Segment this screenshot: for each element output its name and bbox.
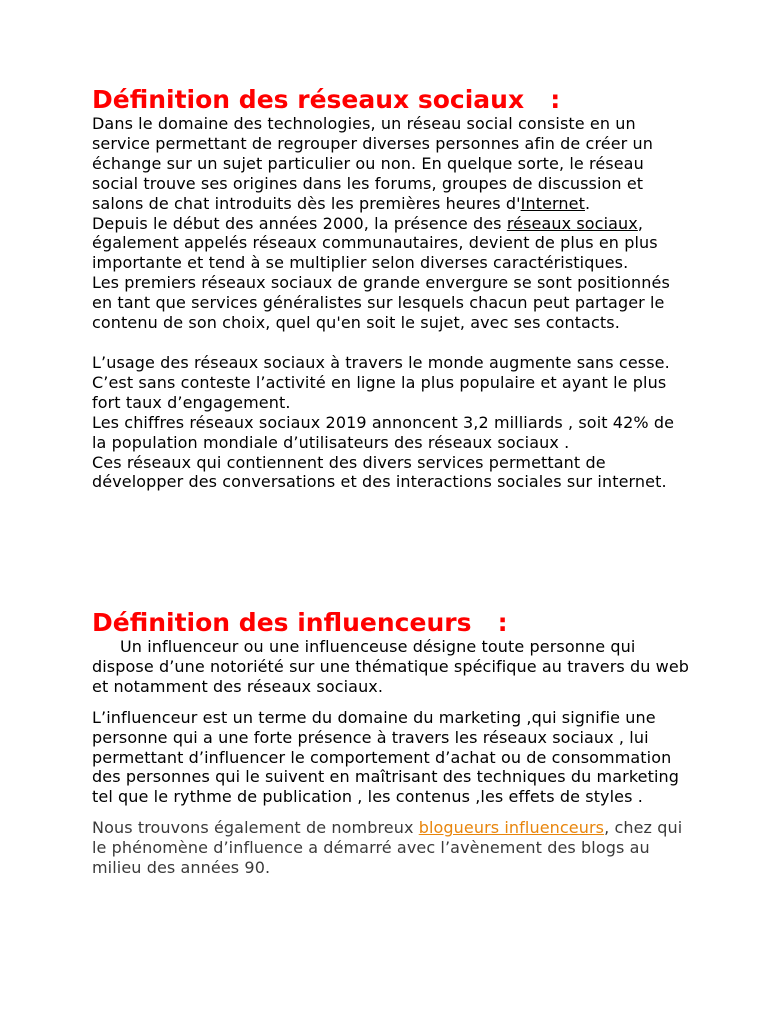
paragraph-usage: L’usage des réseaux sociaux à travers le monde augmente sans cesse. C’est sans conteste l’activité en ligne la plus populaire et ayant le plus fort taux d’engagement. <box>92 352 670 412</box>
paragraph-text: Dans le domaine des technologies, un réseau social consiste en un service permettant de regrouper diverses personnes afin de créer un échange sur un sujet particulier ou non. En quelque sorte, le réseau social trouve ses origines dans les forums, groupes de discussion et salons de chat introduits dès les premières heures d' <box>92 114 654 213</box>
spacer <box>92 333 692 353</box>
paragraph-text: , chez qui le phénomène d’influence a démarré avec l’avènement des blogs au milieu des années 90. <box>92 818 683 878</box>
spacer <box>92 697 692 708</box>
paragraph-definition <box>92 114 692 214</box>
paragraph-influencer-marketing: L’influenceur est un terme du domaine du marketing ,qui signifie une personne qui a une forte présence à travers les réseaux sociaux , lui permettant d’influencer le comportement d’achat ou de consommation des personnes qui le suivent en maîtrisant des techniques du marketing tel que le rythme de publication , les contenus ,les effets de styles . <box>92 707 679 807</box>
heading-influencers: Définition des influenceurs : <box>92 608 508 637</box>
paragraph-history <box>92 214 692 274</box>
paragraph-statistics: Les chiffres réseaux sociaux 2019 annoncent 3,2 milliards , soit 42% de la population mondiale d’utilisateurs des réseaux sociaux . <box>92 412 675 452</box>
heading-social-networks: Définition des réseaux sociaux : <box>92 85 561 114</box>
section-influencers <box>92 609 692 878</box>
paragraph-text: Nous trouvons également de nombreux <box>92 818 419 838</box>
section-social-networks <box>92 86 692 492</box>
paragraph-first-networks: Les premiers réseaux sociaux de grande envergure se sont positionnés en tant que services généralistes sur lesquels chacun peut partager le contenu de son choix, quel qu'en soit le sujet, avec ses contacts. <box>92 273 670 333</box>
paragraph-text: Un influenceur ou une influenceuse désigne toute personne qui dispose d’une notoriété sur une thématique spécifique au travers du web et notamment des réseaux sociaux. <box>92 637 690 696</box>
paragraph-text: , également appelés réseaux communautaires, devient de plus en plus importante et tend à se multiplier selon diverses caractéristiques. <box>92 213 658 273</box>
internet-link[interactable]: Internet <box>520 193 585 213</box>
paragraph-services: Ces réseaux qui contiennent des divers services permettant de développer des conversations et des interactions sociales sur internet. <box>92 452 667 492</box>
paragraph-text: . <box>584 193 591 213</box>
paragraph-text: Depuis le début des années 2000, la présence des <box>92 213 507 233</box>
paragraph-bloggers <box>92 818 692 878</box>
spacer <box>92 807 692 818</box>
blogueurs-influenceurs-link[interactable]: blogueurs influenceurs <box>418 818 605 838</box>
social-networks-link[interactable]: réseaux sociaux <box>506 213 638 233</box>
paragraph-influencer-definition <box>92 637 692 697</box>
